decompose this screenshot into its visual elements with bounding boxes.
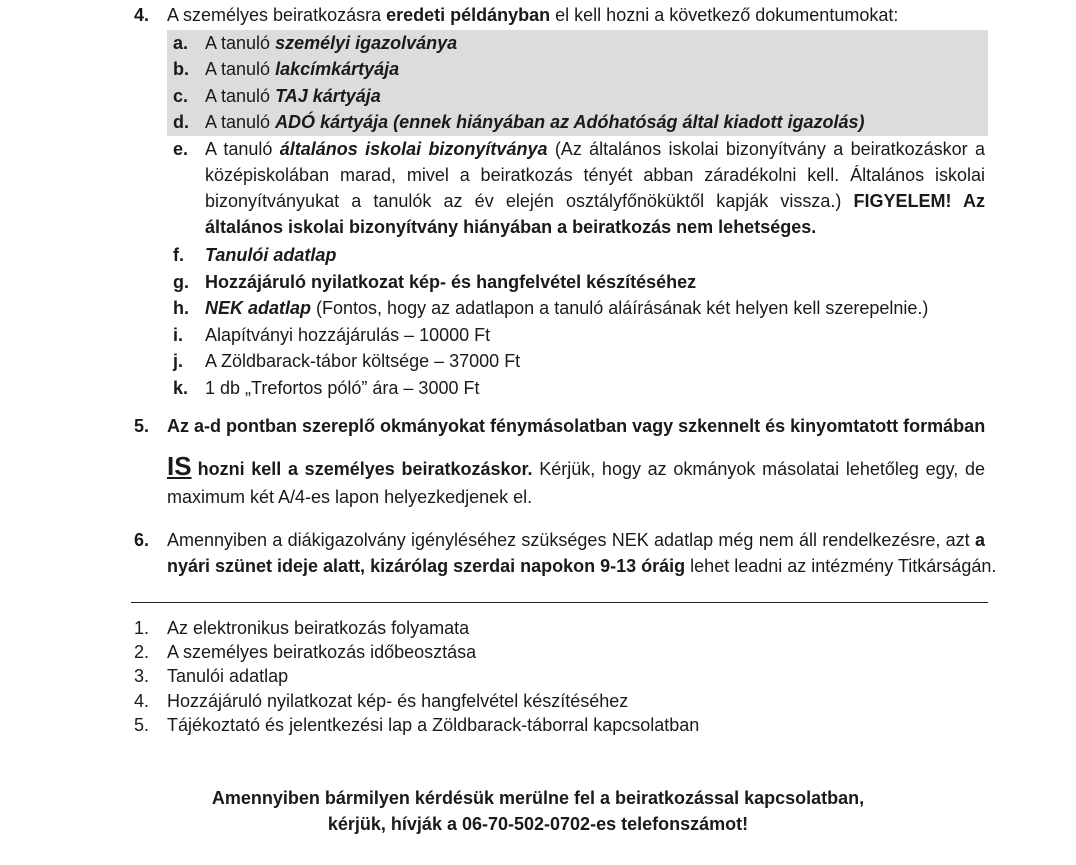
list-item-e: A tanuló általános iskolai bizonyítványa (Az általános iskolai bizonyítvány a beiratkozáskor a középiskolában marad, mivel a beiratkozás tényét abban záradékolni kell. Általános iskolai bizonyítványukat a tanulók az év elején osztályfőnöküktől kapják vissza.) FIGYELEM! Az általános iskolai bizonyítvány hiányában a beiratkozás nem lehetséges.	[205, 139, 985, 237]
list-letter: d.	[173, 112, 189, 132]
list-letter: a.	[173, 33, 189, 53]
attachment-item: Tanulói adatlap	[167, 666, 289, 686]
list-item: Tanulói adatlap	[205, 245, 337, 265]
attachment-item: Hozzájáruló nyilatkozat kép- és hangfelvétel készítéséhez	[167, 691, 629, 711]
attachment-number: 2.	[134, 642, 150, 662]
list-letter: c.	[173, 86, 189, 106]
footer-line-2: kérjük, hívják a 06-70-502-0702-es telefonszámot!	[327, 814, 749, 834]
list-letter: j.	[173, 351, 184, 371]
list-item: A tanuló személyi igazolványa	[205, 33, 458, 53]
list-item: 1 db „Trefortos póló” ára – 3000 Ft	[205, 378, 480, 398]
list-item: A tanuló ADÓ kártyája (ennek hiányában az Adóhatóság által kiadott igazolás)	[205, 112, 865, 132]
list-item: NEK adatlap (Fontos, hogy az adatlapon a tanuló aláírásának két helyen kell szerepelnie.)	[205, 298, 929, 318]
section-5-number: 5.	[134, 416, 150, 436]
section-6-paragraph: Amennyiben a diákigazolvány igényléséhez szükséges NEK adatlap még nem áll rendelkezésre, azt a nyári szünet ideje alatt, kizárólag szerdai napokon 9-13 óráig lehet leadni az intézmény Titkárságán.	[167, 530, 997, 576]
attachment-number: 5.	[134, 715, 150, 735]
list-item: A tanuló TAJ kártyája	[205, 86, 381, 106]
list-item: A Zöldbarack-tábor költsége – 37000 Ft	[205, 351, 521, 371]
is-emphasis: IS	[167, 451, 192, 481]
list-item: Alapítványi hozzájárulás – 10000 Ft	[205, 325, 491, 345]
list-letter: i.	[173, 325, 184, 345]
attachment-item: Tájékoztató és jelentkezési lap a Zöldbarack-táborral kapcsolatban	[167, 715, 700, 735]
section-5-paragraph-cont: IS hozni kell a személyes beiratkozáskor. Kérjük, hogy az okmányok másolatai lehetőleg egy, de	[167, 451, 985, 481]
section-5-last-line: maximum két A/4-es lapon helyezkedjenek el.	[167, 487, 533, 507]
section-4-intro: A személyes beiratkozásra eredeti példányban el kell hozni a következő dokumentumokat:	[167, 5, 899, 25]
attachment-number: 1.	[134, 618, 150, 638]
list-letter: f.	[173, 245, 184, 265]
footer-line-1: Amennyiben bármilyen kérdésük merülne fel a beiratkozással kapcsolatban,	[211, 788, 865, 808]
list-letter: e.	[173, 139, 189, 159]
attachment-item: Az elektronikus beiratkozás folyamata	[167, 618, 470, 638]
divider	[131, 602, 988, 603]
list-item: Hozzájáruló nyilatkozat kép- és hangfelvétel készítéséhez	[205, 272, 697, 292]
list-letter: h.	[173, 298, 189, 318]
attachment-item: A személyes beiratkozás időbeosztása	[167, 642, 477, 662]
list-item: A tanuló lakcímkártyája	[205, 59, 400, 79]
list-letter: g.	[173, 272, 189, 292]
attachment-number: 3.	[134, 666, 150, 686]
attachment-number: 4.	[134, 691, 150, 711]
list-letter: b.	[173, 59, 189, 79]
section-5-paragraph: Az a-d pontban szereplő okmányokat fénymásolatban vagy szkennelt és kinyomtatott formában	[167, 416, 986, 436]
list-letter: k.	[173, 378, 189, 398]
section-4-number: 4.	[134, 5, 150, 25]
section-6-number: 6.	[134, 530, 150, 550]
